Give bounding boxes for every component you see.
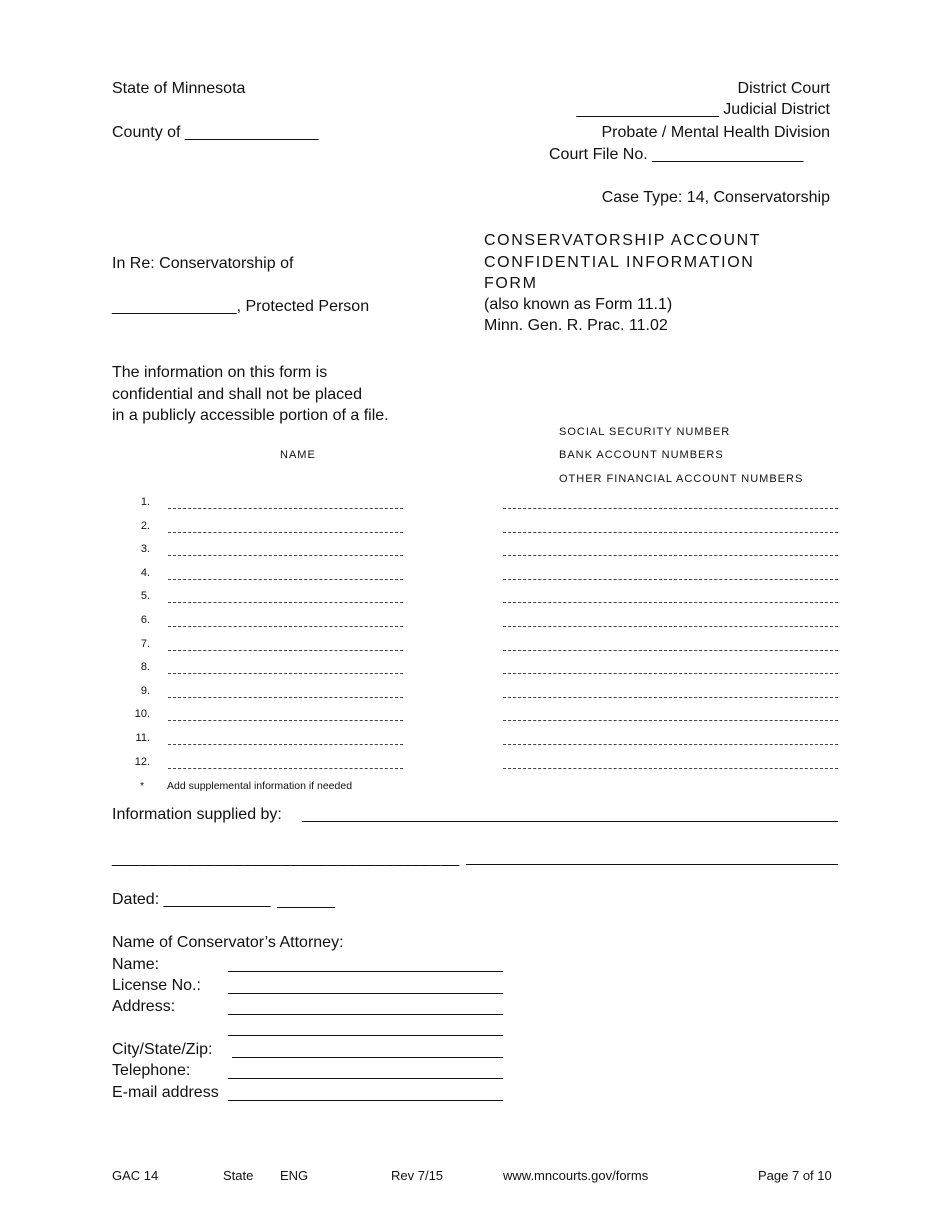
- row-name-input[interactable]: [168, 602, 403, 603]
- court-label: District Court: [737, 80, 830, 97]
- row-account-input[interactable]: [503, 697, 838, 698]
- division-label: Probate / Mental Health Division: [601, 124, 830, 141]
- attorney-license-input[interactable]: [228, 993, 503, 994]
- row-number: 5.: [140, 590, 150, 602]
- row-number: 11.: [135, 732, 150, 744]
- row-name-input[interactable]: [168, 650, 403, 651]
- row-name-input[interactable]: [168, 579, 403, 580]
- row-number: 12.: [134, 756, 150, 768]
- row-number: 4.: [140, 567, 150, 579]
- row-name-input[interactable]: [168, 697, 403, 698]
- row-number: 10.: [134, 708, 150, 720]
- row-account-input[interactable]: [503, 768, 838, 769]
- footer-state: State: [223, 1168, 254, 1183]
- footer-form-code: GAC 14: [112, 1168, 159, 1183]
- column-bank-header: BANK ACCOUNT NUMBERS: [559, 449, 724, 461]
- row-account-input[interactable]: [503, 650, 838, 651]
- form-title-line2: CONFIDENTIAL INFORMATION: [484, 254, 755, 271]
- attorney-telephone-label: Telephone:: [112, 1062, 191, 1079]
- row-number: 9.: [140, 685, 150, 697]
- supplied-by-label: Information supplied by:: [112, 806, 282, 823]
- row-number: 2.: [140, 520, 150, 532]
- row-number: 6.: [140, 614, 150, 626]
- footer-url[interactable]: www.mncourts.gov/forms: [503, 1168, 649, 1183]
- attorney-telephone-input[interactable]: [228, 1078, 503, 1079]
- row-account-input[interactable]: [503, 555, 838, 556]
- attorney-address-label: Address:: [112, 998, 176, 1015]
- attorney-address-input-2[interactable]: [228, 1035, 503, 1036]
- notice-line2: confidential and shall not be placed: [112, 386, 362, 403]
- court-file-field[interactable]: Court File No. _________________: [549, 146, 804, 163]
- row-name-input[interactable]: [168, 744, 403, 745]
- row-account-input[interactable]: [503, 673, 838, 674]
- attorney-city-label: City/State/Zip:: [112, 1041, 213, 1058]
- attorney-license-label: License No.:: [112, 977, 201, 994]
- row-account-input[interactable]: [503, 626, 838, 627]
- attorney-heading: Name of Conservator’s Attorney:: [112, 934, 344, 951]
- dated-input-line[interactable]: [277, 907, 335, 908]
- protected-person-field[interactable]: ______________, Protected Person: [112, 298, 370, 315]
- row-name-input[interactable]: [168, 532, 403, 533]
- supplied-by-second-line[interactable]: [466, 864, 838, 865]
- attorney-address-input-1[interactable]: [228, 1014, 503, 1015]
- row-number: 1.: [140, 496, 150, 508]
- row-account-input[interactable]: [503, 508, 838, 509]
- supplied-by-input-line[interactable]: [302, 821, 838, 822]
- form-rule: Minn. Gen. R. Prac. 11.02: [484, 317, 668, 334]
- supplemental-marker: *: [140, 780, 145, 792]
- notice-line1: The information on this form is: [112, 364, 328, 381]
- column-other-header: OTHER FINANCIAL ACCOUNT NUMBERS: [559, 473, 804, 485]
- column-name-header: NAME: [280, 449, 316, 461]
- judicial-district-field[interactable]: ________________ Judicial District: [576, 101, 830, 118]
- row-account-input[interactable]: [503, 532, 838, 533]
- attorney-city-input[interactable]: [232, 1057, 503, 1058]
- footer-language: ENG: [280, 1168, 309, 1183]
- row-number: 3.: [140, 543, 150, 555]
- row-name-input[interactable]: [168, 768, 403, 769]
- column-ssn-header: SOCIAL SECURITY NUMBER: [559, 426, 731, 438]
- attorney-email-label: E-mail address: [112, 1084, 219, 1101]
- form-aka: (also known as Form 11.1): [484, 296, 673, 313]
- row-account-input[interactable]: [503, 602, 838, 603]
- dated-field[interactable]: Dated: ____________: [112, 891, 271, 908]
- notice-line3: in a publicly accessible portion of a file.: [112, 407, 389, 424]
- state-label: State of Minnesota: [112, 80, 246, 97]
- row-account-input[interactable]: [503, 744, 838, 745]
- row-name-input[interactable]: [168, 555, 403, 556]
- row-number: 8.: [140, 661, 150, 673]
- case-type-label: Case Type: 14, Conservatorship: [601, 189, 830, 206]
- form-title-line3: FORM: [484, 275, 538, 292]
- attorney-name-label: Name:: [112, 956, 160, 973]
- in-re-label: In Re: Conservatorship of: [112, 255, 294, 272]
- row-account-input[interactable]: [503, 720, 838, 721]
- supplied-by-second-field[interactable]: _____________________________________: [112, 850, 460, 867]
- county-field[interactable]: County of _______________: [112, 124, 319, 141]
- row-name-input[interactable]: [168, 673, 403, 674]
- footer-page-number: Page 7 of 10: [758, 1168, 832, 1183]
- row-number: 7.: [140, 638, 150, 650]
- row-name-input[interactable]: [168, 626, 403, 627]
- attorney-name-input[interactable]: [228, 971, 503, 972]
- row-name-input[interactable]: [168, 720, 403, 721]
- form-title-line1: CONSERVATORSHIP ACCOUNT: [484, 232, 762, 249]
- attorney-email-input[interactable]: [228, 1100, 503, 1101]
- row-account-input[interactable]: [503, 579, 838, 580]
- supplemental-note: Add supplemental information if needed: [167, 780, 353, 792]
- row-name-input[interactable]: [168, 508, 403, 509]
- footer-revision: Rev 7/15: [391, 1168, 444, 1183]
